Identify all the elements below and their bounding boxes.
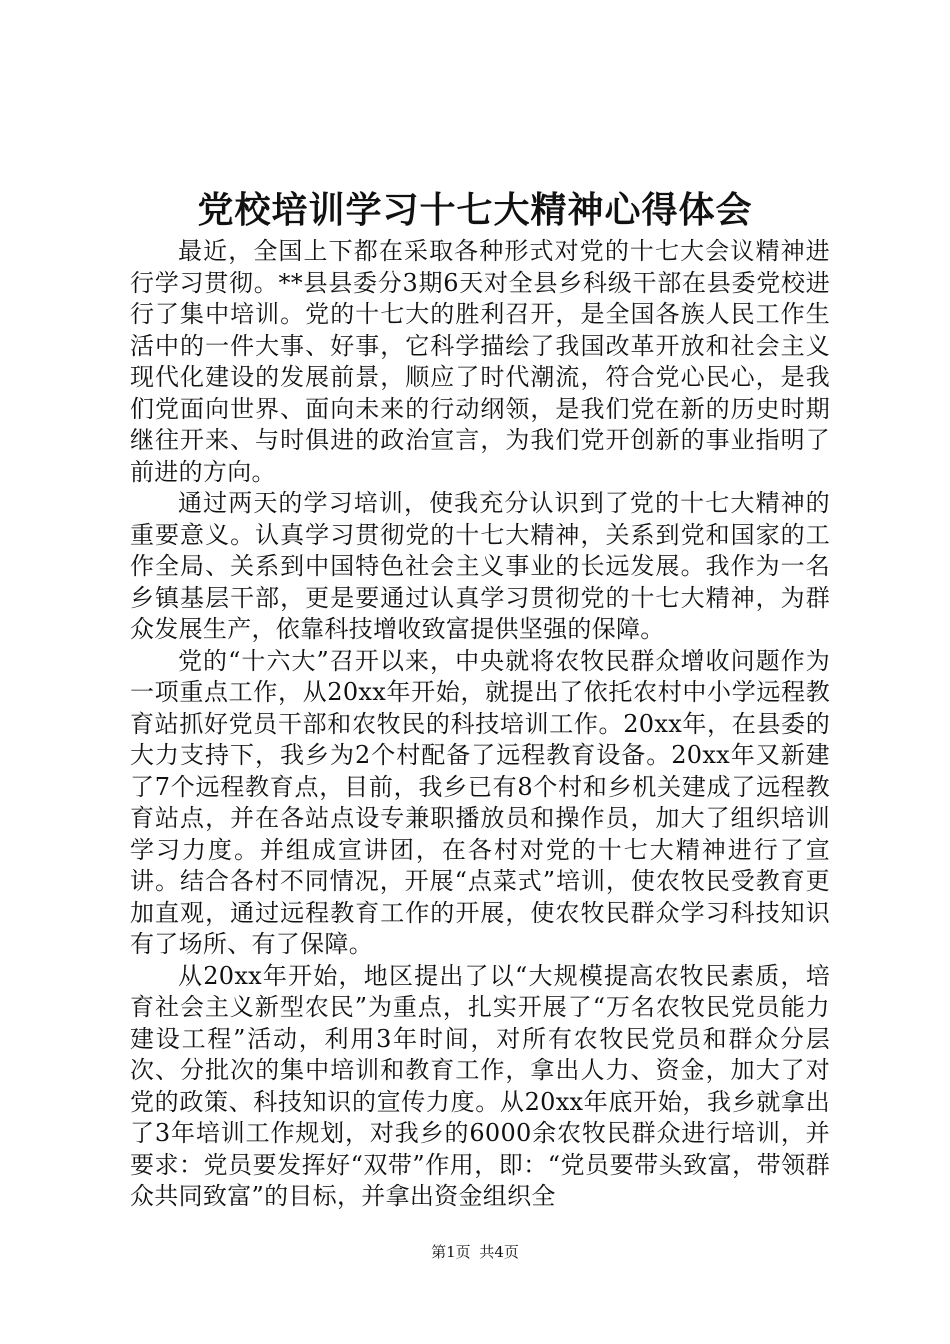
page-number: 第1页: [431, 1243, 471, 1261]
paragraph-4: 从20xx年开始，地区提出了以“大规模提高农牧民素质，培育社会主义新型农民”为重点，扎实开展了“万名农牧民党员能力建设工程”活动，利用3年时间，对所有农牧民党员和群众分层次、分批次的集中培训和教育工作，拿出人力、资金，加大了对党的政策、科技知识的宣传力度。从20xx年底开始，我乡就拿出了3年培训工作规划，对我乡的6000余农牧民群众进行培训，并要求：党员要发挥好“双带”作用，即：“党员要带头致富，带领群众共同致富”的目标，并拿出资金组织全: [130, 961, 830, 1210]
paragraph-2: 通过两天的学习培训，使我充分认识到了党的十七大精神的重要意义。认真学习贯彻党的十七大精神，关系到党和国家的工作全局、关系到中国特色社会主义事业的长远发展。我作为一名乡镇基层干部，更是要通过认真学习贯彻党的十七大精神，为群众发展生产，依靠科技增收致富提供坚强的保障。: [130, 489, 830, 643]
document-body: [130, 236, 830, 1213]
document-title: 党校培训学习十七大精神心得体会: [197, 189, 753, 231]
paragraph-3: 党的“十六大”召开以来，中央就将农牧民群众增收问题作为一项重点工作，从20xx年开始，就提出了依托农村中小学远程教育站抓好党员干部和农牧民的科技培训工作。20xx年，在县委的大力支持下，我乡为2个村配备了远程教育设备。20xx年又新建了7个远程教育点，目前，我乡已有8个村和乡机关建成了远程教育站点，并在各站点设专兼职播放员和操作员，加大了组织培训学习力度。并组成宣讲团，在各村对党的十七大精神进行了宣讲。结合各村不同情况，开展“点菜式”培训，使农牧民受教育更加直观，通过远程教育工作的开展，使农牧民群众学习科技知识有了场所、有了保障。: [130, 646, 830, 958]
page-footer: [0, 1242, 950, 1262]
page-total: 共4页: [479, 1243, 519, 1261]
paragraph-1: 最近，全国上下都在采取各种形式对党的十七大会议精神进行学习贯彻。**县县委分3期6天对全县乡科级干部在县委党校进行了集中培训。党的十七大的胜利召开，是全国各族人民工作生活中的一件大事、好事，它科学描绘了我国改革开放和社会主义现代化建设的发展前景，顺应了时代潮流，符合党心民心，是我们党面向世界、面向未来的行动纲领，是我们党在新的历史时期继往开来、与时俱进的政治宣言，为我们党开创新的事业指明了前进的方向。: [130, 237, 830, 486]
